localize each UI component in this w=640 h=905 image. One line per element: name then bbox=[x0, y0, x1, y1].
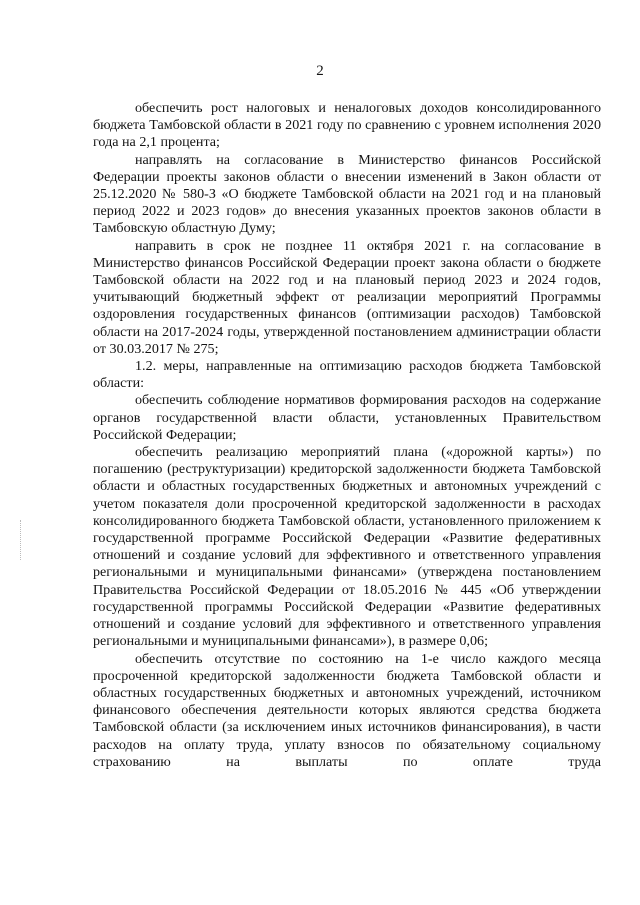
paragraph-no-overdue-debt: обеспечить отсутствие по состоянию на 1-е число каждого месяца просроченной кредиторской задолженности бюджета Тамбовской области и областных государственных бюджетных и автономных учреждений, источником финансового обеспечения деятельности которых являются средства бюджета Тамбовской области (за исключением иных источников финансирования), в части расходов на оплату труда, уплату взносов по обязательному социальному страхованию на выплаты по оплате труда bbox=[93, 650, 601, 770]
page-number: 2 bbox=[316, 63, 324, 79]
scan-margin-mark bbox=[20, 520, 23, 560]
paragraph-expense-norms: обеспечить соблюдение нормативов формирования расходов на содержание органов государственной власти области, установленных Правительством Российской Федерации; bbox=[93, 392, 601, 443]
paragraph-law-amendments: направлять на согласование в Министерство финансов Российской Федерации проекты законов области о внесении изменений в Закон области от 25.12.2020 № 580-З «О бюджете Тамбовской области на 2021 год и на плановый период 2022 и 2023 годов» до внесения указанных проектов законов области в Тамбовскую областную Думу; bbox=[93, 151, 601, 237]
paragraph-roadmap: обеспечить реализацию мероприятий плана («дорожной карты») по погашению (реструктуризации) кредиторской задолженности бюджета Тамбовской области и областных государственных бюджетных и автономных учреждений с учетом показателя доли просроченной кредиторской задолженности в расходах консолидированного бюджета Тамбовской области, установленного приложением к государственной программе Российской Федерации «Развитие федеративных отношений и создание условий для эффективного и ответственного управления региональными и муниципальными финансами» (утверждена постановлением Правительства Российской Федерации от 18.05.2016 № 445 «Об утверждении государственной программы Российской Федерации «Развитие федеративных отношений и создание условий для эффективного и ответственного управления региональными и муниципальными финансами»), в размере 0,06; bbox=[93, 444, 601, 650]
document-body bbox=[93, 100, 601, 771]
paragraph-revenue-growth: обеспечить рост налоговых и неналоговых доходов консолидированного бюджета Тамбовской области в 2021 году по сравнению с уровнем исполнения 2020 года на 2,1 процента; bbox=[93, 100, 601, 151]
paragraph-section-1-2: 1.2. меры, направленные на оптимизацию расходов бюджета Тамбовской области: bbox=[93, 358, 601, 392]
paragraph-budget-draft: направить в срок не позднее 11 октября 2021 г. на согласование в Министерство финансов Российской Федерации проект закона области о бюджете Тамбовской области на 2022 год и на плановый период 2023 и 2024 годов, учитывающий бюджетный эффект от реализации мероприятий Программы оздоровления государственных финансов (оптимизации расходов) Тамбовской области на 2017-2024 годы, утвержденной постановлением администрации области от 30.03.2017 № 275; bbox=[93, 237, 601, 357]
